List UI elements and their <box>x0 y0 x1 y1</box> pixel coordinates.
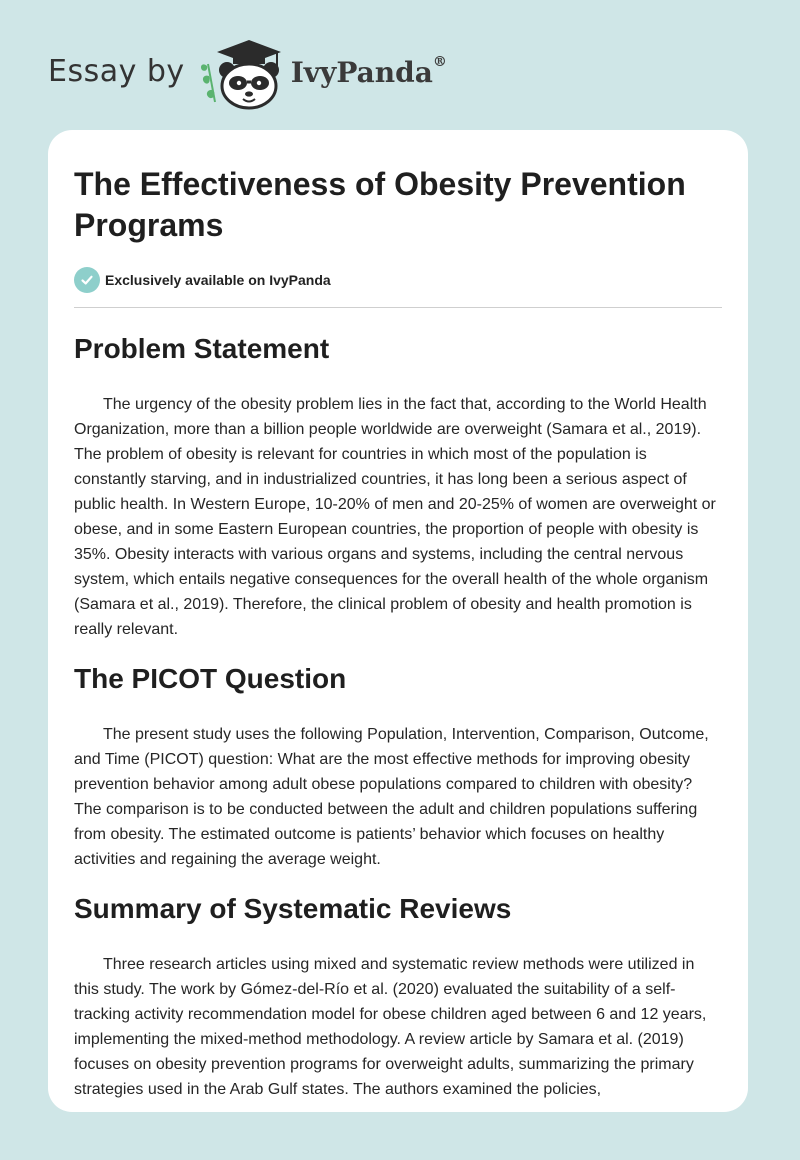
essay-title: The Effectiveness of Obesity Prevention Programs <box>74 166 686 243</box>
site-header <box>48 36 447 110</box>
brand-name[interactable] <box>290 53 447 89</box>
section-heading-picot-question: The PICOT Question <box>74 663 347 694</box>
brand-name-text: IvyPanda <box>290 55 433 89</box>
exclusive-badge <box>74 266 722 294</box>
section-body-problem-statement: The urgency of the obesity problem lies in the fact that, according to the World Health Organization, more than a billion people worldwide are overweight (Samara et al., 2019). The problem of obesity is relevant for countries in which most of the population is constantly starving, and in industrialized countries, it has long been a serious aspect of public health. In Western Europe, 10-20% of men and 20-25% of women are overweight or obese, and in some Eastern European countries, the proportion of people with obesity is 35%. Obesity interacts with various organs and systems, including the central nervous system, which entails negative consequences for the overall health of the whole organism (Samara et al., 2019). Therefore, the clinical problem of obesity and health promotion is really relevant. <box>74 396 716 638</box>
section-heading-problem-statement: Problem Statement <box>74 333 330 364</box>
check-circle-icon <box>74 267 100 293</box>
section-body-summary-reviews: Three research articles using mixed and systematic review methods were utilized in this study. The work by Gómez-del-Río et al. (2020) evaluated the suitability of a self-tracking activity recommendation model for obese children aged between 6 and 12 years, implementing the mixed-method methodology. A review article by Samara et al. (2019) focuses on obesity prevention programs for overweight adults, summarizing the primary strategies used in the Arab Gulf states. The authors examined the policies, <box>74 956 707 1098</box>
essay-card <box>48 130 748 1112</box>
section-body-picot-question: The present study uses the following Population, Intervention, Comparison, Outcome, and Time (PICOT) question: What are the most effective methods for improving obesity prevention behavior among adult obese populations compared to children with obesity? The comparison is to be conducted between the adult and children populations suffering from obesity. The estimated outcome is patients’ behavior which focuses on healthy activities and regaining the average weight. <box>74 726 709 868</box>
title-divider <box>74 307 722 308</box>
panda-graduate-icon[interactable] <box>197 36 287 110</box>
registered-mark: ® <box>432 53 447 70</box>
exclusive-label: Exclusively available on IvyPanda <box>105 272 331 288</box>
essay-by-label: Essay by <box>48 53 185 89</box>
section-heading-summary-reviews: Summary of Systematic Reviews <box>74 893 512 924</box>
